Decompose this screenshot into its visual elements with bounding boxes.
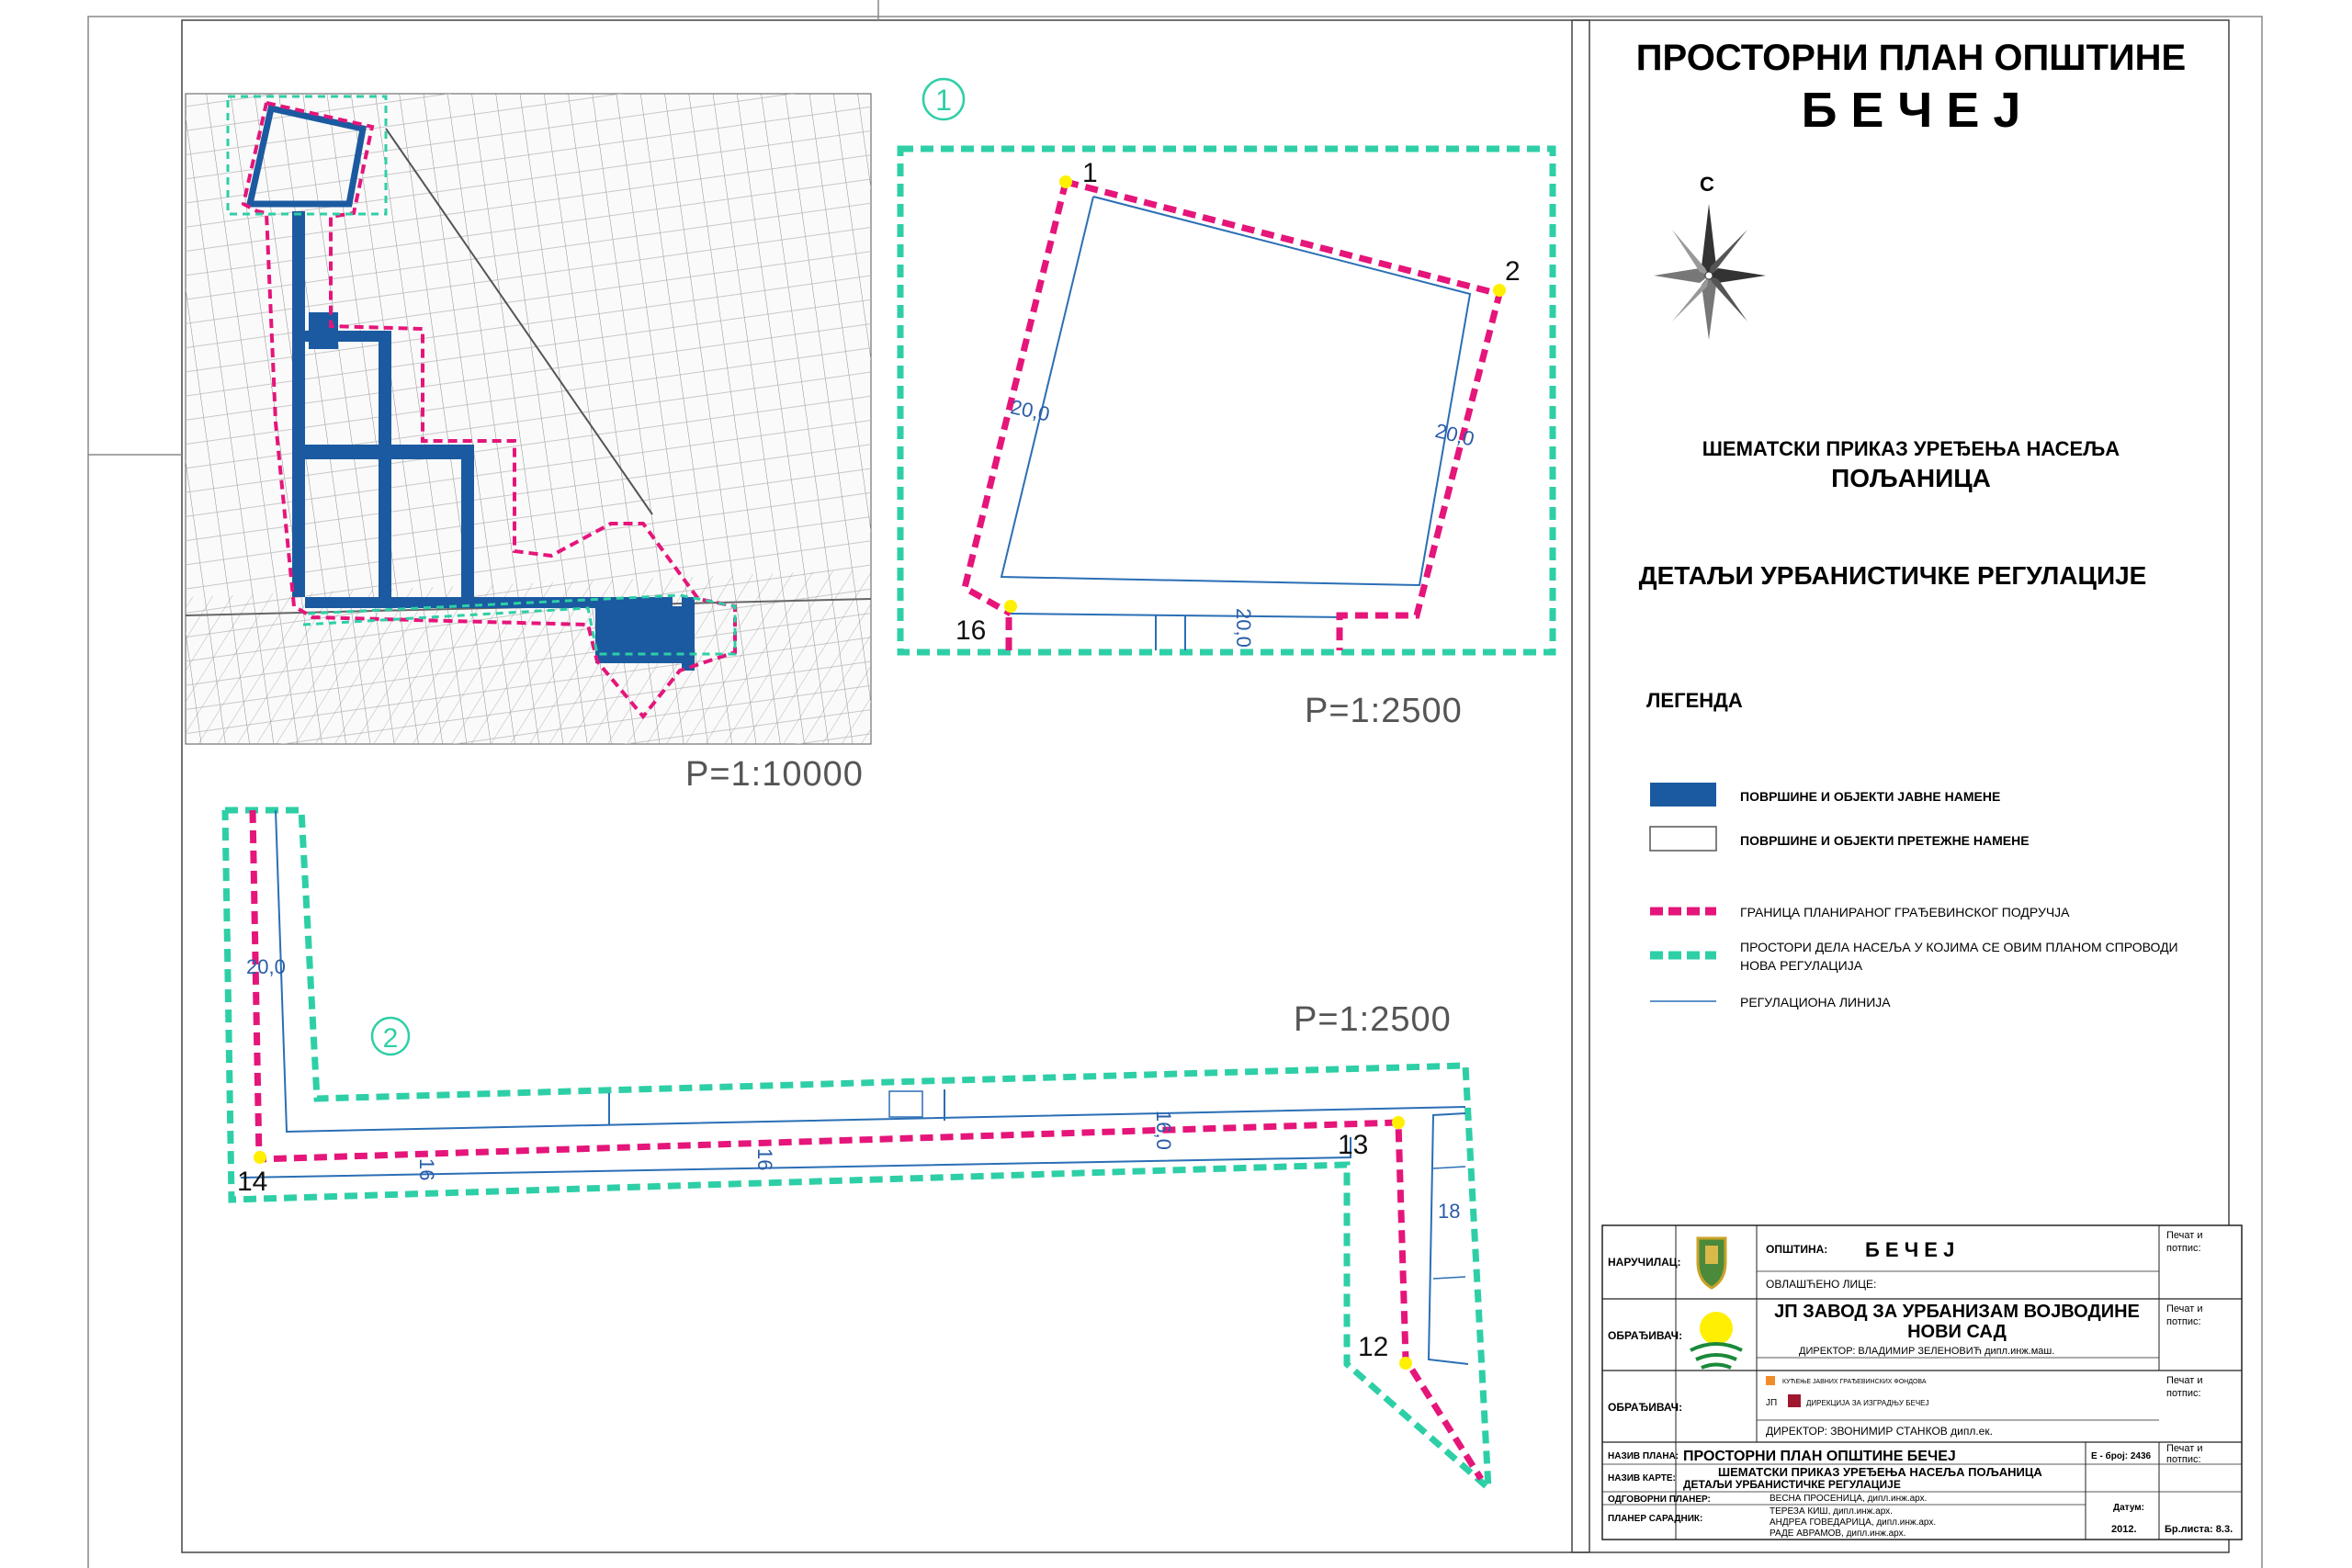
processor1-director: ДИРЕКТОР: ВЛАДИМИР ЗЕЛЕНОВИЋ дипл.инж.маш. bbox=[1799, 1346, 2055, 1357]
detail2-point-12: 12 bbox=[1358, 1332, 1389, 1362]
processor2-org-a: КУЋЕЊЕ ЈАВНИХ ГРАЂЕВИНСКИХ ФОНДОВА bbox=[1782, 1379, 1927, 1385]
e-number: Е - број: 2436 bbox=[2091, 1451, 2152, 1461]
map-name-line1: ШЕМАТСКИ ПРИКАЗ УРЕЂЕЊА НАСЕЉА ПОЉАНИЦА bbox=[1718, 1465, 2042, 1479]
stamp-label-2b: потпис: bbox=[2166, 1316, 2201, 1327]
municipality-value: Б Е Ч Е Ј bbox=[1865, 1238, 1955, 1261]
detail-map-1 bbox=[900, 79, 1553, 652]
detail1-width-b: 20,0 bbox=[1432, 418, 1477, 451]
associate-2: АНДРЕА ГОВЕДАРИЦА, дипл.инж.арх. bbox=[1770, 1517, 1937, 1528]
associates-label: ПЛАНЕР САРАДНИК: bbox=[1608, 1514, 1703, 1524]
detail2-point-13: 13 bbox=[1338, 1130, 1369, 1160]
plan-title-line1: ПРОСТОРНИ ПЛАН ОПШТИНЕ bbox=[1635, 38, 2187, 78]
detail1-point-16: 16 bbox=[956, 615, 987, 646]
subtitle-line1: ШЕМАТСКИ ПРИКАЗ УРЕЂЕЊА НАСЕЉА bbox=[1702, 437, 2120, 460]
associate-3: РАДЕ АВРАМОВ, дипл.инж.арх. bbox=[1770, 1529, 1906, 1539]
client-label: НАРУЧИЛАЦ: bbox=[1608, 1256, 1681, 1269]
detail-map-2 bbox=[225, 810, 1488, 1488]
municipality-crest-icon bbox=[1698, 1238, 1725, 1288]
legend-label-boundary: ГРАНИЦА ПЛАНИРАНОГ ГРАЂЕВИНСКОГ ПОДРУЧЈА bbox=[1740, 905, 2070, 919]
detail1-point-2: 2 bbox=[1505, 256, 1521, 287]
stamp-label-3b: потпис: bbox=[2166, 1388, 2201, 1399]
overview-map bbox=[186, 94, 871, 744]
legend-title: ЛЕГЕНДА bbox=[1646, 689, 1743, 712]
legend-label-public: ПОВРШИНЕ И ОБЈЕКТИ ЈАВНЕ НАМЕНЕ bbox=[1740, 789, 2001, 804]
detail2-point-14: 14 bbox=[237, 1167, 268, 1197]
overview-scale: P=1:10000 bbox=[685, 755, 864, 794]
subtitle-line2: ПОЉАНИЦА bbox=[1831, 464, 1991, 492]
detail2-width-d: 16,0 bbox=[1152, 1111, 1175, 1150]
detail1-scale: P=1:2500 bbox=[1305, 692, 1463, 730]
legend-label-regulation-line: РЕГУЛАЦИОНА ЛИНИЈА bbox=[1740, 995, 1891, 1010]
plan-name-value: ПРОСТОРНИ ПЛАН ОПШТИНЕ БЕЧЕЈ bbox=[1683, 1449, 1956, 1464]
sheet-number: Бр.листа: 8.3. bbox=[2165, 1524, 2233, 1535]
processor1-name-line2: НОВИ САД bbox=[1907, 1322, 2007, 1342]
stamp-label-1b: потпис: bbox=[2166, 1243, 2201, 1254]
authorized-label: ОВЛАШЋЕНО ЛИЦЕ: bbox=[1766, 1278, 1877, 1291]
legend-label-new-regulation-1: ПРОСТОРИ ДЕЛА НАСЕЉА У КОЈИМА СЕ ОВИМ ПЛАНОМ СПРОВОДИ bbox=[1740, 940, 2178, 954]
legend bbox=[1650, 783, 2178, 1010]
legend-swatch-public bbox=[1650, 783, 1716, 807]
date-value: 2012. bbox=[2111, 1524, 2137, 1535]
processor2-org-b: ДИРЕКЦИЈА ЗА ИЗГРАДЊУ БЕЧЕЈ bbox=[1806, 1399, 1929, 1407]
map-name-label: НАЗИВ КАРТЕ: bbox=[1608, 1473, 1676, 1483]
stamp-label-3a: Печат и bbox=[2166, 1375, 2203, 1386]
planner-value: ВЕСНА ПРОСЕНИЦА, дипл.инж.арх. bbox=[1770, 1494, 1928, 1504]
stamp-label-2a: Печат и bbox=[2166, 1303, 2203, 1314]
plan-name-label: НАЗИВ ПЛАНА: bbox=[1608, 1451, 1679, 1461]
detail2-width-a: 20,0 bbox=[246, 955, 286, 978]
legend-label-new-regulation-2: НОВА РЕГУЛАЦИЈА bbox=[1740, 958, 1863, 973]
legend-label-predominant: ПОВРШИНЕ И ОБЈЕКТИ ПРЕТЕЖНЕ НАМЕНЕ bbox=[1740, 833, 2030, 848]
municipality-label: ОПШТИНА: bbox=[1766, 1243, 1828, 1256]
plan-title-line2: Б Е Ч Е Ј bbox=[1801, 83, 2021, 138]
north-arrow-icon bbox=[1654, 173, 1766, 340]
detail1-number: 1 bbox=[935, 84, 952, 117]
detail1-point-1: 1 bbox=[1082, 158, 1098, 188]
processor2-jp: ЈП bbox=[1766, 1398, 1778, 1408]
north-label: С bbox=[1700, 173, 1714, 196]
processor1-name-line1: ЈП ЗАВОД ЗА УРБАНИЗАМ ВОЈВОДИНЕ bbox=[1774, 1302, 2140, 1322]
processor-label-2: ОБРАЂИВАЧ: bbox=[1608, 1401, 1683, 1414]
stamp-label-4a: Печат и bbox=[2166, 1443, 2203, 1454]
legend-swatch-predominant bbox=[1650, 827, 1716, 851]
detail1-width-c: 20,0 bbox=[1232, 608, 1255, 648]
processor-label-1: ОБРАЂИВАЧ: bbox=[1608, 1329, 1683, 1342]
title-block bbox=[1602, 1225, 2242, 1540]
detail2-number: 2 bbox=[382, 1023, 399, 1054]
stamp-label-4b: потпис: bbox=[2166, 1454, 2201, 1465]
planner-label: ОДГОВОРНИ ПЛАНЕР: bbox=[1608, 1495, 1711, 1505]
stamp-label-1a: Печат и bbox=[2166, 1230, 2203, 1241]
detail1-width-a: 20,0 bbox=[1008, 395, 1052, 426]
detail2-width-b: 16 bbox=[415, 1158, 438, 1181]
detail2-width-e: 18 bbox=[1438, 1200, 1461, 1223]
detail2-width-c: 16 bbox=[753, 1148, 776, 1171]
date-label: Датум: bbox=[2113, 1503, 2144, 1513]
map-name-line2: ДЕТАЉИ УРБАНИСТИЧКЕ РЕГУЛАЦИЈЕ bbox=[1683, 1478, 1901, 1491]
section-title: ДЕТАЉИ УРБАНИСТИЧКЕ РЕГУЛАЦИЈЕ bbox=[1638, 561, 2147, 590]
detail2-scale: P=1:2500 bbox=[1294, 1000, 1452, 1039]
processor2-director: ДИРЕКТОР: ЗВОНИМИР СТАНКОВ дипл.ек. bbox=[1766, 1425, 1993, 1438]
associate-1: ТЕРЕЗА КИШ, дипл.инж.арх. bbox=[1770, 1506, 1893, 1517]
